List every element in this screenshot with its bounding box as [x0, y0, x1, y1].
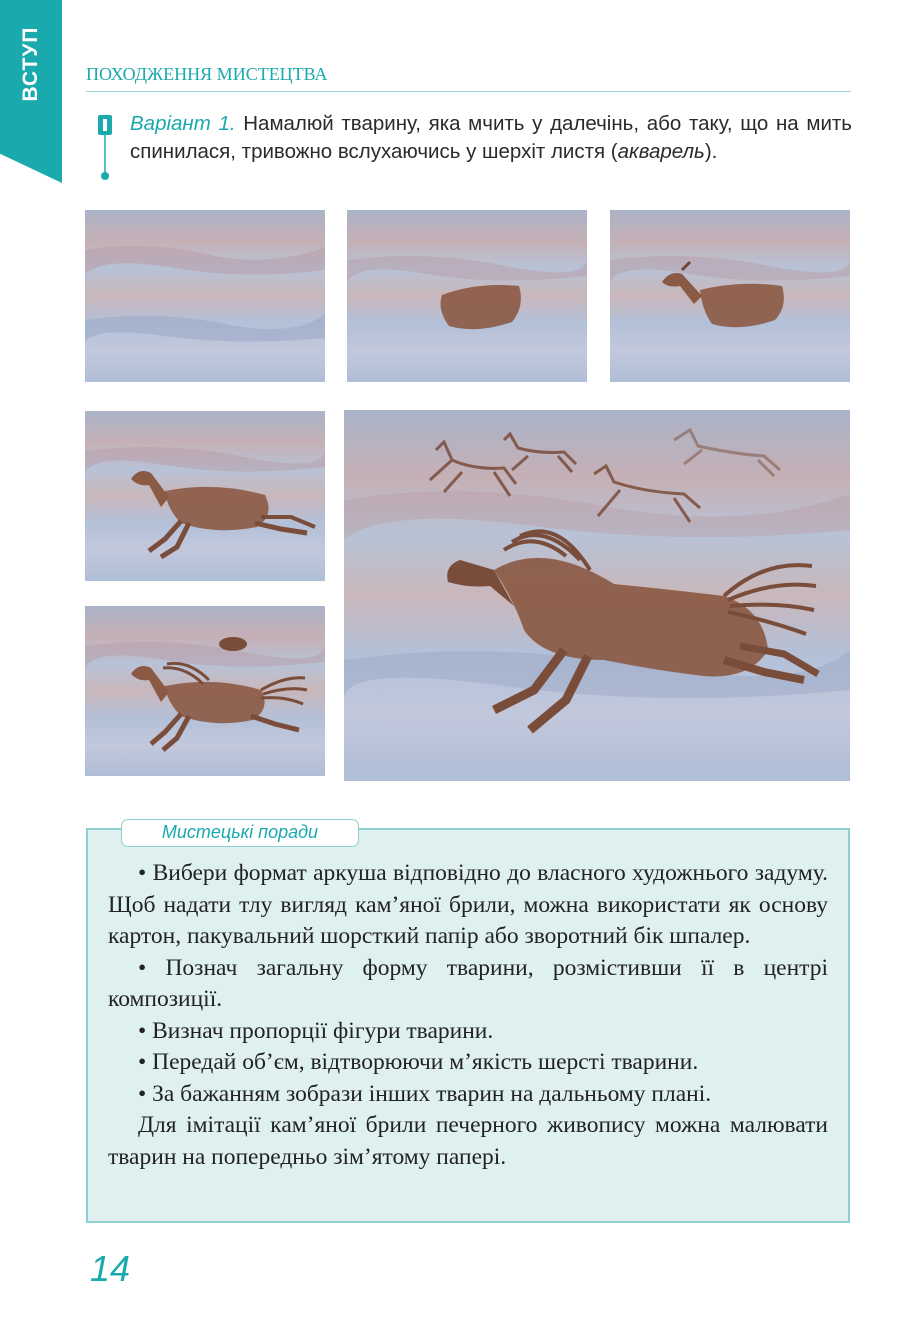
header-rule	[86, 91, 851, 92]
artwork-step-1-background	[85, 210, 325, 382]
brush-pin-icon	[94, 113, 116, 183]
tips-body	[108, 858, 828, 1173]
tip-paragraph: • Вибери формат аркуша відповідно до власного художнього задуму. Щоб надати тлу вигляд кам’яної брили, можна використати як основу картон, пакувальний шорсткий папір або зворотний бік шпалер.	[108, 860, 828, 949]
section-header: ПОХОДЖЕННЯ МИСТЕЦТВА	[86, 64, 328, 84]
artwork-step-2-body-shape	[347, 210, 587, 382]
artwork-step-5-mane-tail	[85, 606, 325, 776]
task-text-medium: акварель	[617, 140, 705, 163]
artwork-final-composition	[344, 410, 850, 781]
variant-label: Варіант 1.	[130, 112, 236, 135]
tip-paragraph: • Передай об’єм, відтворюючи м’якість шерсті тварини.	[138, 1049, 699, 1075]
task-text-end: ).	[704, 140, 718, 163]
tip-paragraph: Для імітації кам’яної брили печерного живопису можна малювати тварин на попередньо зім’ятому папері.	[108, 1112, 828, 1170]
tip-paragraph: • За бажанням зобрази інших тварин на дальньому плані.	[138, 1080, 712, 1107]
tips-title: Мистецькі поради	[121, 819, 359, 847]
artwork-step-4-legs	[85, 411, 325, 581]
task-text-main: Намалюй тварину, яка мчить у далечінь, або таку, що на мить спинилася, тривожно вслухаючись у шерхіт листя (	[130, 112, 852, 163]
tip-paragraph: • Визнач пропорції фігури тварини.	[138, 1017, 494, 1044]
tip-paragraph: • Познач загальну форму тварини, розмістивши її в центрі композиції.	[108, 954, 828, 1012]
chapter-tab-label: ВСТУП	[19, 26, 42, 102]
artwork-step-3-head-neck	[610, 210, 850, 382]
task-instructions	[130, 110, 852, 166]
page-number: 14	[90, 1248, 131, 1289]
